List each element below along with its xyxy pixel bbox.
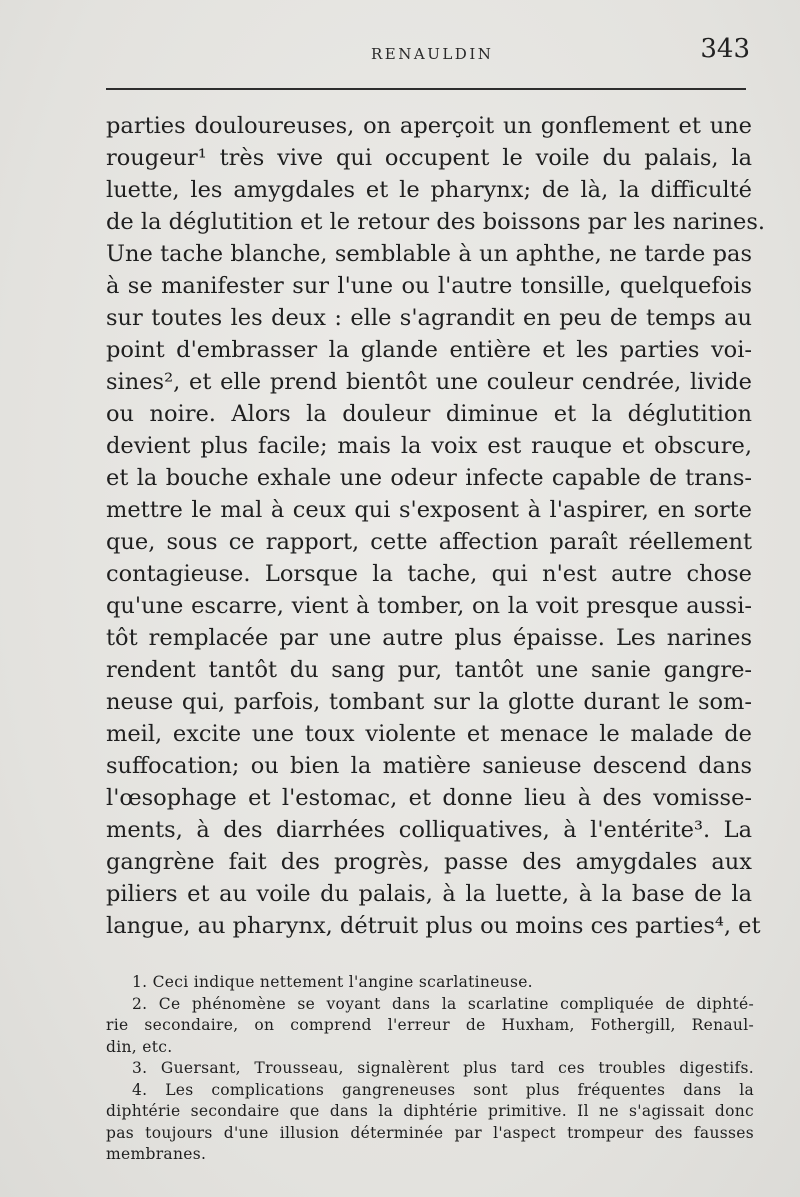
text-line: contagieuse. Lorsque la tache, qui n'est autre chose [106,561,752,587]
footnote-4: 4. Les complications gangreneuses sont plus fréquentes dans la [132,1080,754,1099]
text-line: que, sous ce rapport, cette affection paraît réellement [106,529,752,555]
footnote-2-continued: din, etc. [106,1037,173,1056]
text-line: gangrène fait des progrès, passe des amygdales aux [106,849,752,875]
footnote-4-continued: diphtérie secondaire que dans la diphtérie primitive. Il ne s'agissait donc [106,1102,754,1120]
text-line: luette, les amygdales et le pharynx; de là, la difficulté [106,177,752,203]
text-line: piliers et au voile du palais, à la luette, à la base de la [106,881,752,907]
text-line: rendent tantôt du sang pur, tantôt une sanie gangre- [106,657,752,683]
text-line: neuse qui, parfois, tombant sur la glotte durant le som- [106,689,752,715]
footnote-1: 1. Ceci indique nettement l'angine scarlatineuse. [132,973,533,991]
body-text [106,110,766,942]
text-line: parties douloureuses, on aperçoit un gonflement et une [106,113,752,139]
footnote-4-continued: pas toujours d'une illusion déterminée par l'aspect trompeur des fausses [106,1123,754,1142]
text-line: langue, au pharynx, détruit plus ou moins ces parties⁴, et [106,913,761,939]
text-line: de la déglutition et le retour des boissons par les narines. [106,209,766,235]
text-line: tôt remplacée par une autre plus épaisse. Les narines [106,625,752,651]
running-head: RENAULDIN [371,45,494,63]
footnote-4-continued: membranes. [106,1145,207,1163]
text-line: devient plus facile; mais la voix est rauque et obscure, [106,433,752,459]
header-rule [106,88,746,90]
text-line: mettre le mal à ceux qui s'exposent à l'aspirer, en sorte [106,497,752,523]
text-line: Une tache blanche, semblable à un aphthe, ne tarde pas [106,241,752,267]
text-line: ments, à des diarrhées colliquatives, à l'entérite³. La [106,817,752,843]
footnotes [106,972,754,1166]
text-line: qu'une escarre, vient à tomber, on la voit presque aussi- [106,593,752,619]
text-line: suffocation; ou bien la matière sanieuse descend dans [106,753,752,779]
text-line: l'œsophage et l'estomac, et donne lieu à des vomisse- [106,785,752,811]
text-line: point d'embrasser la glande entière et les parties voi- [106,337,752,363]
text-line: sines², et elle prend bientôt une couleur cendrée, livide [106,369,752,395]
text-line: à se manifester sur l'une ou l'autre tonsille, quelquefois [106,273,752,299]
footnote-3: 3. Guersant, Trousseau, signalèrent plus tard ces troubles digestifs. [132,1059,754,1077]
page-header [106,28,750,88]
text-line: sur toutes les deux : elle s'agrandit en peu de temps au [106,305,752,331]
page-number: 343 [700,34,750,64]
text-line: ou noire. Alors la douleur diminue et la déglutition [106,401,752,427]
text-line: et la bouche exhale une odeur infecte capable de trans- [106,465,752,491]
footnote-2-continued: rie secondaire, on comprend l'erreur de Huxham, Fothergill, Renaul- [106,1016,754,1034]
footnote-2: 2. Ce phénomène se voyant dans la scarlatine compliquée de diphté- [132,994,754,1013]
text-line: rougeur¹ très vive qui occupent le voile du palais, la [106,145,752,171]
text-line: meil, excite une toux violente et menace le malade de [106,721,752,747]
